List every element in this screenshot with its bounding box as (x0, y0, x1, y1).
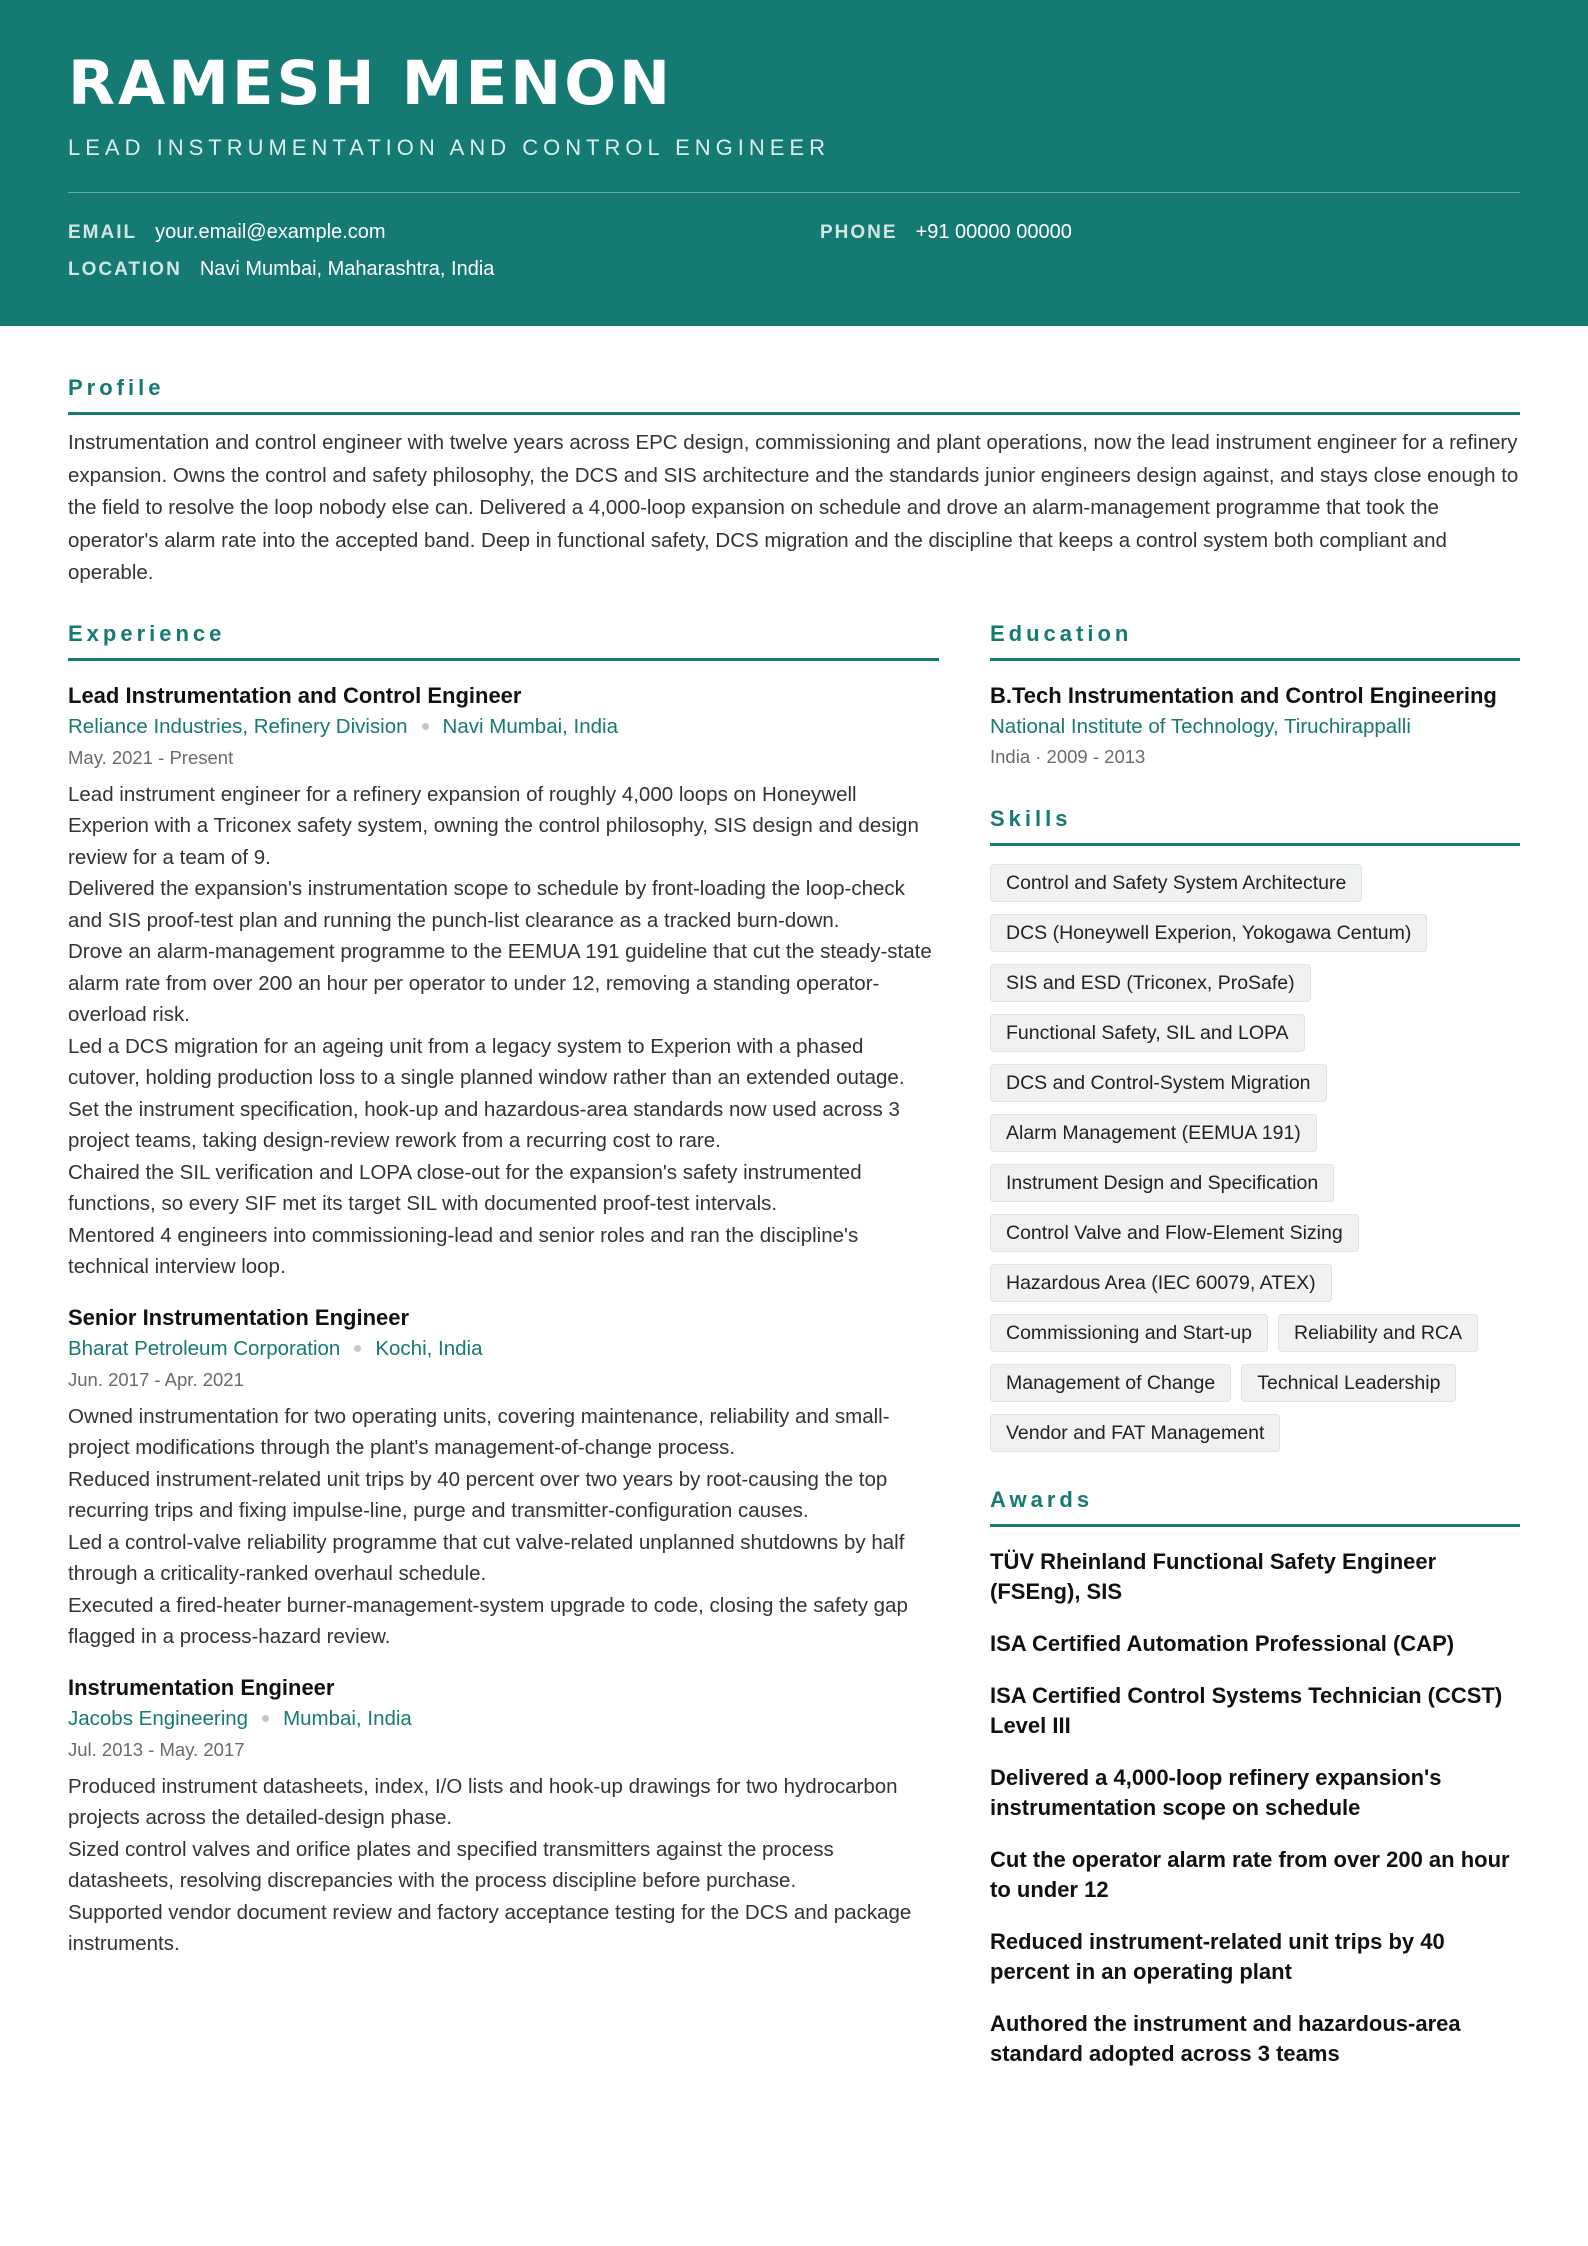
contact-label: EMAIL (68, 222, 138, 243)
section-heading: Awards (990, 1486, 1520, 1527)
job-location: Mumbai, India (283, 1706, 412, 1730)
skills-list (990, 864, 1520, 1452)
job-meta (68, 1333, 939, 1365)
contact-email (68, 219, 820, 246)
phone-value[interactable]: +91 00000 00000 (915, 221, 1072, 243)
company-name: Jacobs Engineering (68, 1706, 249, 1730)
awards-list (990, 1547, 1520, 2069)
section-heading: Education (990, 620, 1520, 661)
profile-summary: Instrumentation and control engineer with twelve years across EPC design, commissioning and plant operations, now the lead instrument engineer for a refinery expansion. Owns the control and safety philosophy, the DCS and SIS architecture and the standards junior engineers design against, and stays close enough to the field to resolve the loop nobody else can. Delivered a 4,000-loop expansion on schedule and drove an alarm-management programme that took the operator's alarm rate into the accepted band. Deep in functional safety, DCS migration and the discipline that keeps a control system both compliant and operable. (68, 431, 1519, 584)
experience-section (68, 620, 939, 2091)
job-title: Instrumentation Engineer (68, 1674, 335, 1700)
award-item: Cut the operator alarm rate from over 200 an hour to under 12 (990, 1846, 1510, 1902)
achievement-item: Drove an alarm-management programme to the EEMUA 191 guideline that cut the steady-state alarm rate from over 200 an hour per operator to under 12, removing a standing operator-overload risk. (68, 940, 932, 1026)
contact-label: PHONE (820, 222, 898, 243)
achievement-item: Executed a fired-heater burner-management-system upgrade to code, closing the safety gap flagged in a process-hazard review. (68, 1593, 908, 1648)
skill-tag: Commissioning and Start-up (990, 1314, 1268, 1352)
achievement-item: Chaired the SIL verification and LOPA close-out for the expansion's safety instrumented functions, so every SIF met its target SIL with documented proof-test intervals. (68, 1160, 862, 1215)
section-heading: Experience (68, 620, 939, 661)
job-meta (68, 1703, 939, 1735)
job-meta (68, 711, 939, 743)
contact-location (68, 256, 820, 283)
separator-dot-icon (354, 1345, 361, 1352)
education-meta: India · 2009 - 2013 (990, 745, 1146, 767)
skill-tag: Functional Safety, SIL and LOPA (990, 1014, 1305, 1052)
award-item: ISA Certified Automation Professional (CAP) (990, 1630, 1455, 1656)
company-name: Bharat Petroleum Corporation (68, 1336, 341, 1360)
two-column-layout (68, 620, 1520, 2091)
section-heading: Profile (68, 374, 1520, 415)
achievement-item: Led a control-valve reliability programme that cut valve-related unplanned shutdowns by half through a criticality-ranked overhaul schedule. (68, 1530, 905, 1585)
job-achievements (68, 779, 939, 1283)
job-entry (68, 1673, 939, 1960)
achievement-item: Reduced instrument-related unit trips by 40 percent over two years by root-causing the top recurring trips and fixing impulse-line, purge and transmitter-configuration causes. (68, 1467, 888, 1522)
education-section (990, 620, 1520, 771)
achievement-item: Sized control valves and orifice plates and specified transmitters against the process datasheets, resolving discrepancies with the process discipline before purchase. (68, 1837, 834, 1892)
header-divider (68, 192, 1520, 193)
skill-tag: Reliability and RCA (1278, 1314, 1478, 1352)
achievement-item: Produced instrument datasheets, index, I/O lists and hook-up drawings for two hydrocarbon projects across the detailed-design phase. (68, 1774, 898, 1829)
candidate-title: LEAD INSTRUMENTATION AND CONTROL ENGINEER (68, 135, 830, 160)
job-title: Lead Instrumentation and Control Engineer (68, 682, 522, 708)
contact-phone (820, 219, 1520, 246)
skill-tag: Control and Safety System Architecture (990, 864, 1362, 902)
job-dates: Jun. 2017 - Apr. 2021 (68, 1368, 244, 1390)
achievement-item: Set the instrument specification, hook-up and hazardous-area standards now used across 3 project teams, taking design-review rework from a recurring cost to rare. (68, 1097, 900, 1152)
contact-info (68, 219, 1520, 283)
email-value[interactable]: your.email@example.com (155, 221, 386, 243)
job-dates: Jul. 2013 - May. 2017 (68, 1738, 245, 1760)
sidebar-column (990, 620, 1520, 2091)
job-achievements (68, 1401, 939, 1653)
skills-section (990, 805, 1520, 1452)
job-location: Kochi, India (375, 1336, 483, 1360)
award-item: Delivered a 4,000-loop refinery expansion's instrumentation scope on schedule (990, 1764, 1442, 1820)
company-name: Reliance Industries, Refinery Division (68, 714, 408, 738)
skill-tag: Vendor and FAT Management (990, 1414, 1280, 1452)
award-item: Authored the instrument and hazardous-area standard adopted across 3 teams (990, 2010, 1461, 2066)
contact-label: LOCATION (68, 259, 182, 280)
achievement-item: Delivered the expansion's instrumentation scope to schedule by front-loading the loop-check and SIS proof-test plan and running the punch-list clearance as a tracked burn-down. (68, 877, 905, 932)
award-item: Reduced instrument-related unit trips by 40 percent in an operating plant (990, 1928, 1445, 1984)
resume-header (0, 0, 1588, 326)
skill-tag: Hazardous Area (IEC 60079, ATEX) (990, 1264, 1332, 1302)
skill-tag: DCS and Control-System Migration (990, 1064, 1327, 1102)
profile-section (68, 374, 1520, 590)
job-achievements (68, 1771, 939, 1960)
award-item: TÜV Rheinland Functional Safety Engineer (FSEng), SIS (990, 1548, 1437, 1604)
skill-tag: SIS and ESD (Triconex, ProSafe) (990, 964, 1311, 1002)
skill-tag: Instrument Design and Specification (990, 1164, 1334, 1202)
awards-section (990, 1486, 1520, 2069)
skill-tag: Technical Leadership (1241, 1364, 1456, 1402)
skill-tag: DCS (Honeywell Experion, Yokogawa Centum) (990, 914, 1427, 952)
achievement-item: Mentored 4 engineers into commissioning-lead and senior roles and ran the discipline's technical interview loop. (68, 1223, 859, 1278)
achievement-item: Led a DCS migration for an ageing unit from a legacy system to Experion with a phased cutover, holding production loss to a single planned window rather than an extended outage. (68, 1034, 905, 1089)
skill-tag: Control Valve and Flow-Element Sizing (990, 1214, 1359, 1252)
skill-tag: Management of Change (990, 1364, 1231, 1402)
separator-dot-icon (262, 1715, 269, 1722)
section-heading: Skills (990, 805, 1520, 846)
achievement-item: Owned instrumentation for two operating units, covering maintenance, reliability and small-project modifications through the plant's management-of-change process. (68, 1404, 890, 1459)
achievement-item: Lead instrument engineer for a refinery expansion of roughly 4,000 loops on Honeywell Experion with a Triconex safety system, owning the control philosophy, SIS design and design review for a team of 9. (68, 782, 919, 869)
education-entry (990, 681, 1520, 771)
job-location: Navi Mumbai, India (442, 714, 618, 738)
job-title: Senior Instrumentation Engineer (68, 1304, 410, 1330)
candidate-name: RAMESH MENON (68, 48, 674, 119)
job-entry (68, 681, 939, 1283)
skill-tag: Alarm Management (EEMUA 191) (990, 1114, 1317, 1152)
degree-title: B.Tech Instrumentation and Control Engineering (990, 682, 1497, 708)
location-value: Navi Mumbai, Maharashtra, India (199, 258, 495, 280)
job-entry (68, 1303, 939, 1653)
award-item: ISA Certified Control Systems Technician (CCST) Level III (990, 1682, 1503, 1738)
separator-dot-icon (422, 723, 429, 730)
resume-body (0, 326, 1588, 2091)
achievement-item: Supported vendor document review and factory acceptance testing for the DCS and package instruments. (68, 1900, 912, 1955)
school-name: National Institute of Technology, Tiruchirappalli (990, 714, 1411, 738)
job-dates: May. 2021 - Present (68, 746, 234, 768)
